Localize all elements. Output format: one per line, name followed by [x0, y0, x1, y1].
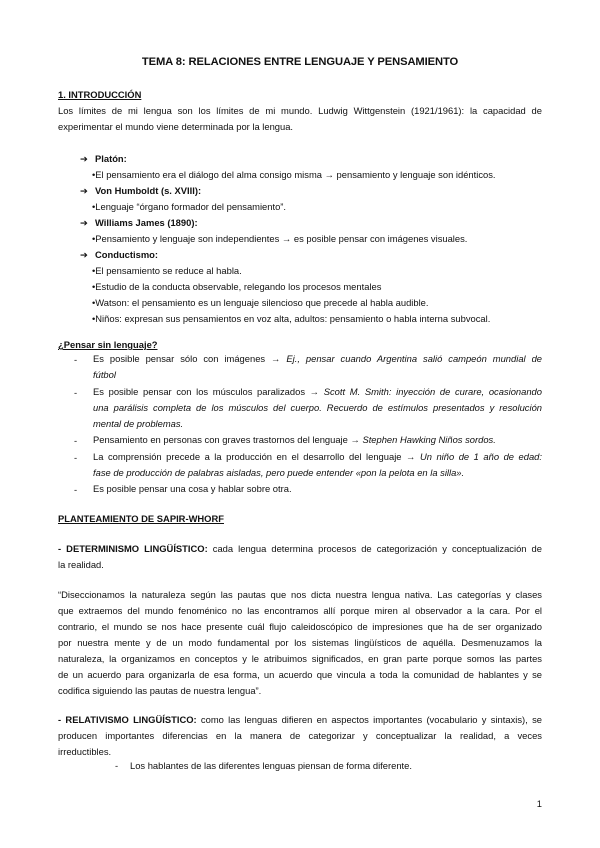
intro-heading: 1. INTRODUCCIÓN — [58, 89, 142, 100]
author-item: •El pensamiento se reduce al habla. — [92, 265, 242, 276]
quote-line: que extraemos del mundo fenoménico no las encontramos allí porque miren al observador a la cara. Por el — [58, 605, 542, 616]
item-italic: Un niño de 1 año de edad: — [419, 451, 542, 462]
item-text: Es posible pensar sólo con imágenes → — [93, 353, 287, 364]
quote-line: contrario, el mundo se nos hace presente cuál flujo caleidoscópico de impresiones que ha de ser organizado — [58, 621, 542, 632]
dash-bullet: - — [74, 452, 78, 463]
page-number: 1 — [536, 798, 542, 809]
item-italic: Stephen Hawking Niños sordos. — [362, 434, 496, 445]
author-name: Von Humboldt (s. XVIII): — [95, 185, 202, 196]
determinismo-label: - DETERMINISMO LINGÜÍSTICO: — [58, 543, 208, 554]
author-item: •Pensamiento y lenguaje son independientes → es posible pensar con imágenes visuales. — [92, 233, 468, 244]
relativismo-text: producen importantes diferencias en la manera de categorizar y conceptualizar la realidad, a veces — [58, 730, 542, 741]
item-text: Es posible pensar una cosa y hablar sobre otra. — [93, 483, 292, 494]
relativismo-text: como las lenguas difieren en aspectos importantes (vocabulario y sintaxis), se — [196, 714, 542, 725]
relativismo-item: Los hablantes de las diferentes lenguas piensan de forma diferente. — [130, 760, 412, 771]
quote-line: “Diseccionamos la naturaleza según las pautas que nos dicta nuestra lengua nativa. Las categorías y clases — [58, 589, 542, 600]
page-title: TEMA 8: RELACIONES ENTRE LENGUAJE Y PENSAMIENTO — [141, 56, 459, 68]
item-italic: una parálisis completa de los músculos del cuerpo. Recuerdo de estímulos presentados y resolución — [93, 402, 542, 413]
determinismo-text: cada lengua determina procesos de categorización y conceptualización de — [207, 543, 542, 554]
dash-bullet: - — [74, 387, 78, 398]
author-item: •El pensamiento era el diálogo del alma consigo misma → pensamiento y lenguaje son idénticos. — [92, 169, 496, 180]
dash-bullet: - — [74, 354, 78, 365]
author-platon — [80, 151, 127, 167]
author-item: •Lenguaje “órgano formador del pensamiento”. — [92, 201, 287, 212]
determinismo-text: la realidad. — [58, 559, 104, 570]
quote-paragraph — [58, 587, 542, 699]
relativismo-paragraph — [58, 712, 542, 760]
arrow-icon: ➔ — [80, 153, 88, 164]
determinismo-paragraph — [58, 541, 542, 573]
arrow-icon: ➔ — [80, 249, 88, 260]
item-italic: fase de producción de palabras aisladas, pero puede entender «pon la pelota en la silla». — [93, 467, 465, 478]
quote-line: de un acuerdo para organizarla de esa forma, un acuerdo que vincula a toda la comunidad de hablantes y se — [58, 669, 542, 680]
author-conductismo — [80, 247, 158, 263]
think-heading: ¿Pensar sin lenguaje? — [58, 339, 158, 350]
author-item: •Estudio de la conducta observable, relegando los procesos mentales — [92, 281, 382, 292]
think-item — [93, 384, 542, 432]
item-italic: mental de problemas. — [93, 418, 184, 429]
sapir-heading: PLANTEAMIENTO DE SAPIR-WHORF — [58, 513, 224, 524]
item-text: Es posible pensar con los músculos paralizados → — [93, 386, 324, 397]
think-item — [93, 432, 542, 448]
dash-bullet: - — [115, 760, 119, 771]
intro-line: experimentar el mundo viene determinada por la lengua. — [58, 121, 294, 132]
think-item — [93, 351, 542, 383]
author-item: •Niños: expresan sus pensamientos en voz alta, adultos: pensamiento o habla interna subvocal. — [92, 313, 491, 324]
author-name: Conductismo: — [95, 249, 159, 260]
dash-bullet: - — [74, 484, 78, 495]
author-name: Platón: — [95, 153, 127, 164]
item-text: Pensamiento en personas con graves trastornos del lenguaje → — [93, 434, 363, 445]
author-name: Williams James (1890): — [95, 217, 198, 228]
quote-line: codifica siguiendo las pautas de nuestra lengua”. — [58, 685, 262, 696]
author-humboldt — [80, 183, 201, 199]
think-item — [93, 481, 542, 497]
arrow-icon: ➔ — [80, 185, 88, 196]
quote-line: naturaleza, la organizamos en conceptos y le atribuimos significados, en gran parte porque somos las partes — [58, 653, 542, 664]
intro-paragraph — [58, 103, 542, 135]
item-italic: fútbol — [93, 369, 116, 380]
author-item: •Watson: el pensamiento es un lenguaje silencioso que precede al habla audible. — [92, 297, 429, 308]
item-italic: Scott M. Smith: inyección de curare, ocasionando — [323, 386, 542, 397]
intro-line: Los límites de mi lengua son los límites de mi mundo. Ludwig Wittgenstein (1921/1961): la capacidad de — [58, 105, 542, 116]
relativismo-label: - RELATIVISMO LINGÜÍSTICO: — [58, 714, 197, 725]
relativismo-text: irreductibles. — [58, 746, 112, 757]
item-text: La comprensión precede a la producción en el desarrollo del lenguaje → — [93, 451, 420, 462]
author-james — [80, 215, 198, 231]
quote-line: por nuestra mente y de un modo fundamental por los sistemas lingüísticos de aquélla. Desmenuzamos la — [58, 637, 542, 648]
dash-bullet: - — [74, 435, 78, 446]
arrow-icon: ➔ — [80, 217, 88, 228]
think-item — [93, 449, 542, 481]
item-italic: Ej., pensar cuando Argentina salió campeón mundial de — [286, 353, 543, 364]
